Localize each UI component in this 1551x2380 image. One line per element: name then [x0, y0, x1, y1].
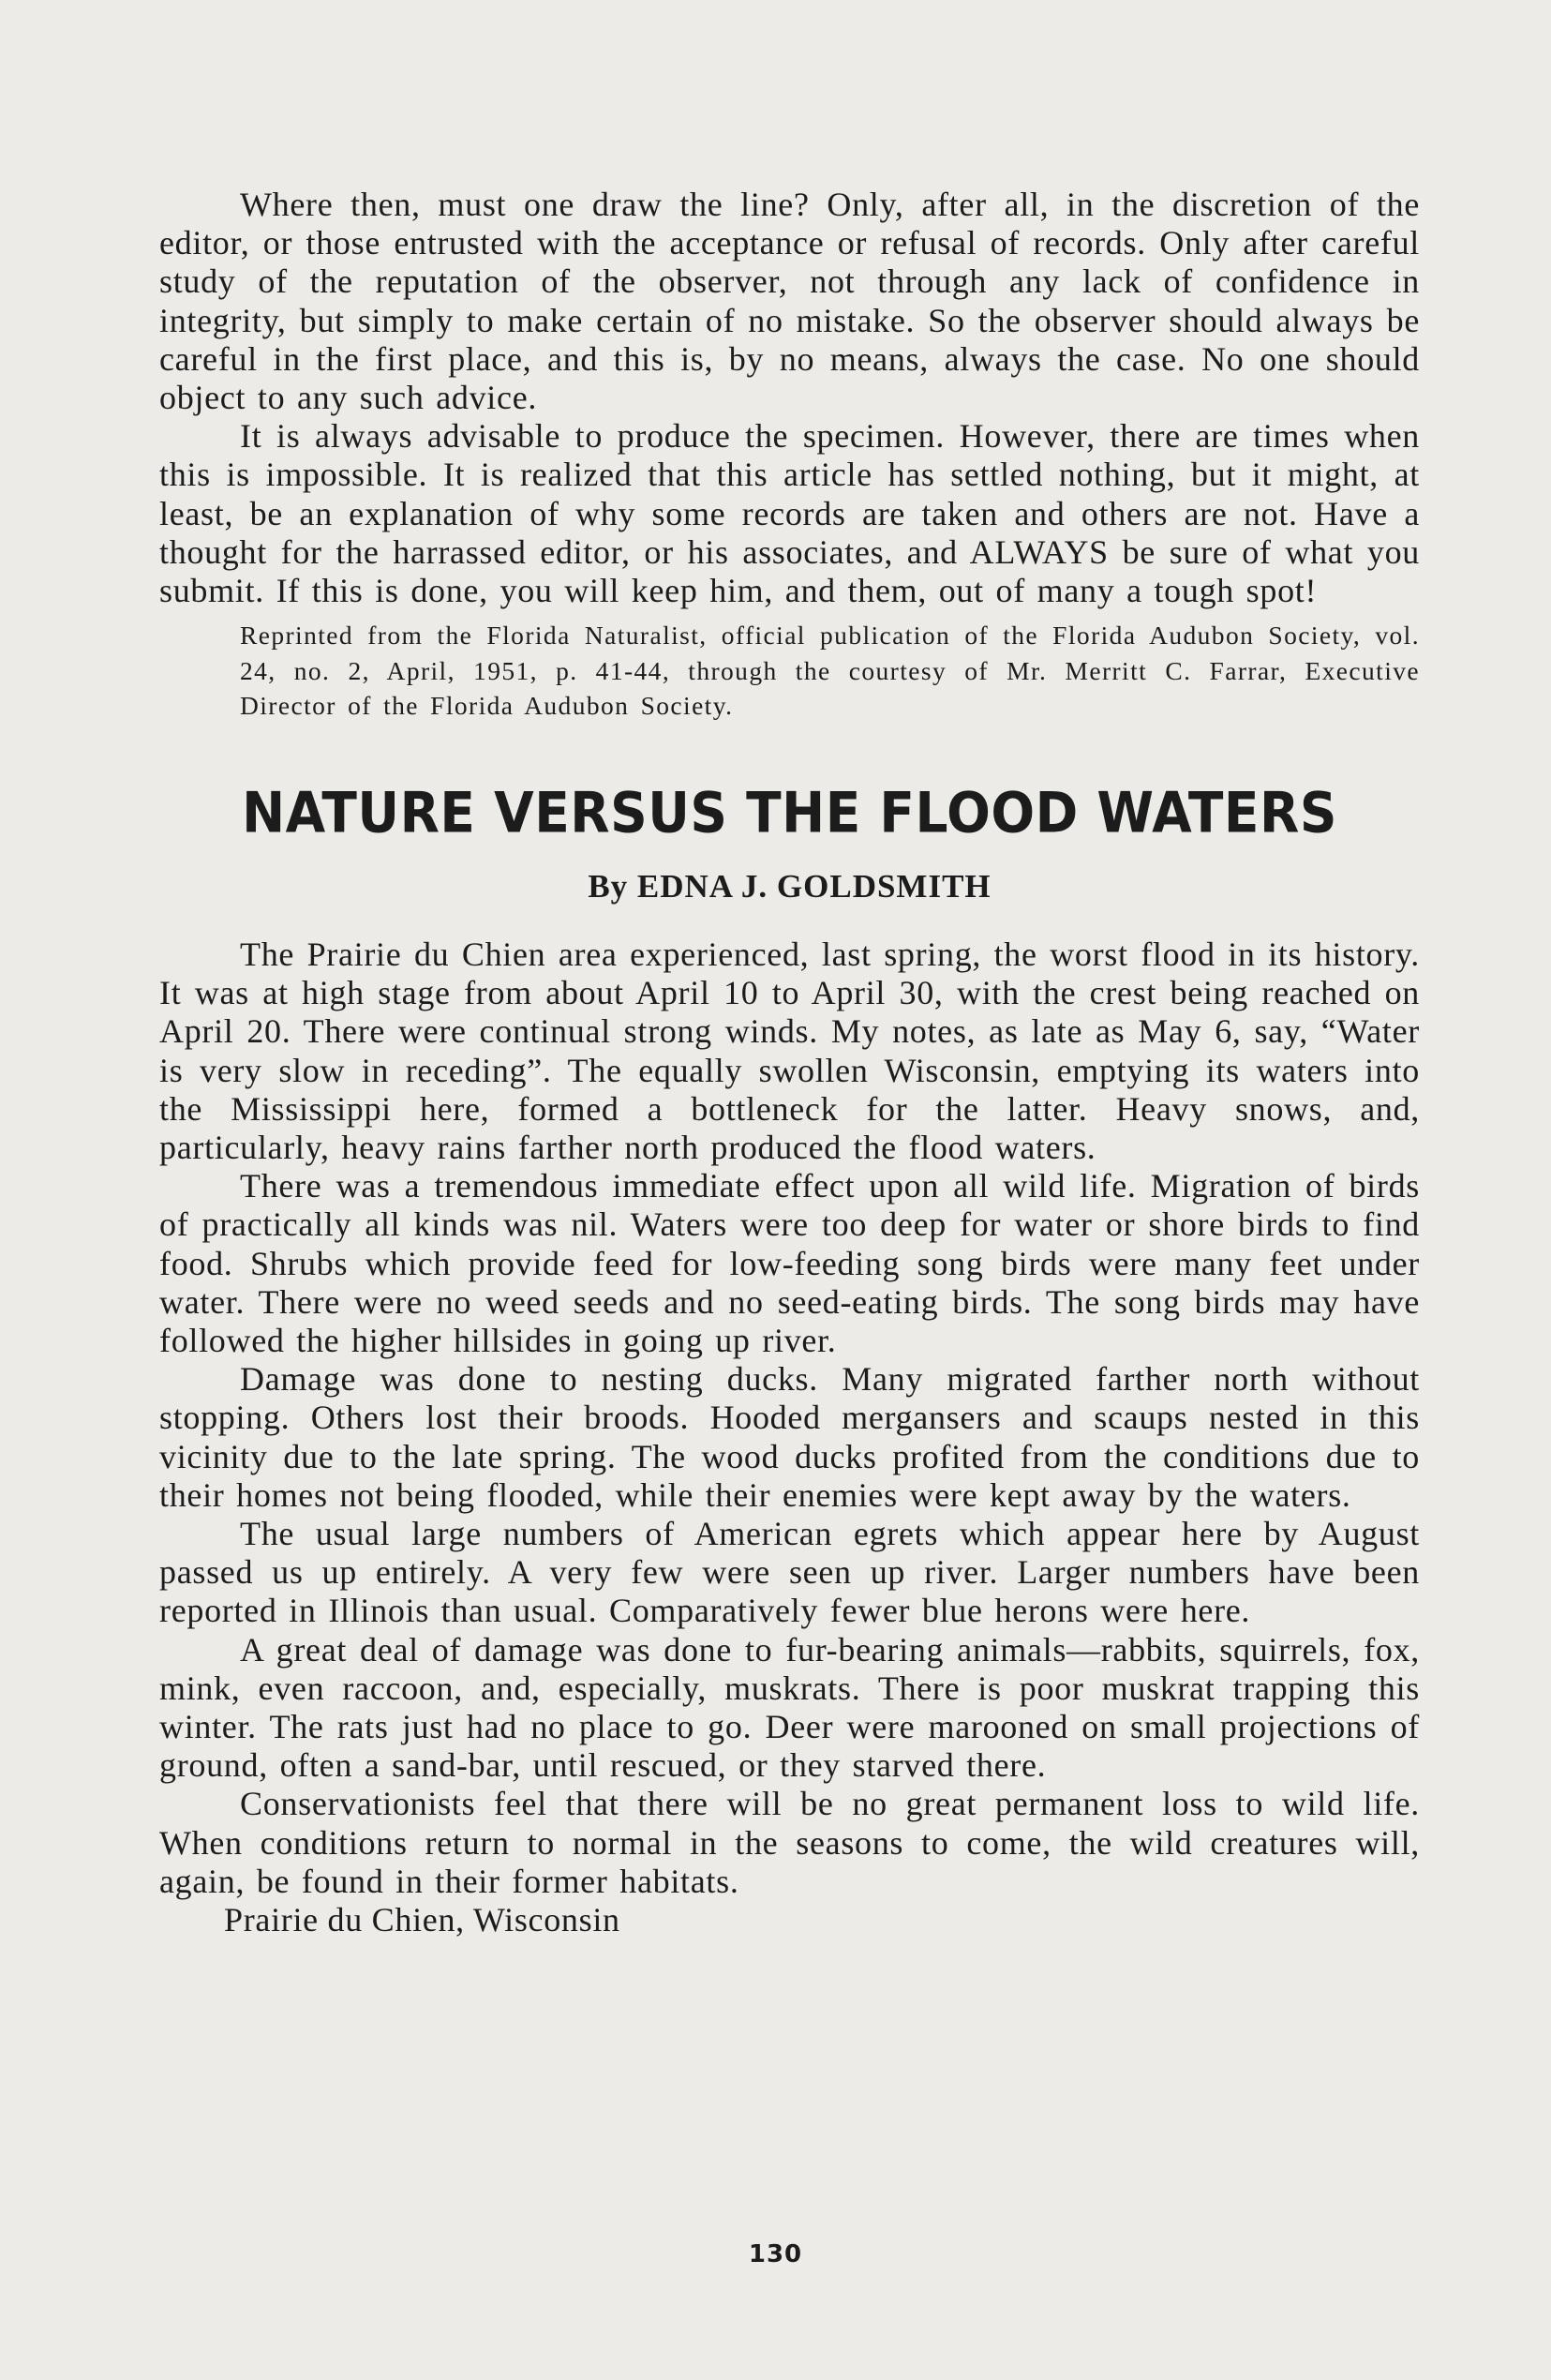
paragraph: There was a tremendous immediate effect upon all wild life. Migration of birds of practically all kinds was nil. Waters were too deep for water or shore birds to find food. Shrubs which provide feed for low-feeding song birds were many feet under water. There were no weed seeds and no seed-eating birds. The song birds may have followed the higher hillsides in going up river. — [159, 1167, 1420, 1360]
paragraph: The Prairie du Chien area experienced, last spring, the worst flood in its history. It was at high stage from about April 10 to April 30, with the crest being reached on April 20. There were continual strong winds. My notes, as late as May 6, say, “Water is very slow in receding”. The equally swollen Wisconsin, emptying its waters into the Mississippi here, formed a bottleneck for the latter. Heavy snows, and, particularly, heavy rains farther north produced the flood waters. — [159, 936, 1420, 1167]
byline: By EDNA J. GOLDSMITH — [588, 868, 992, 906]
paragraph: Damage was done to nesting ducks. Many migrated farther north without stopping. Others lost their broods. Hooded mergansers and scaups nested in this vicinity due to the late spring. The wood ducks profited from the conditions due to their homes not being flooded, while their enemies were kept away by the waters. — [159, 1360, 1420, 1514]
paragraph: A great deal of damage was done to fur-bearing animals—rabbits, squirrels, fox, mink, even raccoon, and, especially, muskrats. There is poor muskrat trapping this winter. The rats just had no place to go. Deer were marooned on small projections of ground, often a sand-bar, until rescued, or they starved there. — [159, 1630, 1420, 1785]
page-number: 130 — [748, 2240, 803, 2268]
reprint-credit: Reprinted from the Florida Naturalist, official publication of the Florida Audubon Society, vol. 24, no. 2, April, 1951, p. 41-44, through the courtesy of Mr. Merritt C. Farrar, Executive Director of the Florida Audubon Society. — [240, 621, 1420, 721]
paragraph: Conservationists feel that there will be no great permanent loss to wild life. When conditions return to normal in the seasons to come, the wild creatures will, again, be found in their former habitats. — [159, 1785, 1420, 1900]
previous-article — [159, 186, 1420, 724]
page-content — [159, 186, 1420, 1939]
article-title: NATURE VERSUS THE FLOOD WATERS — [242, 780, 1337, 846]
dateline-place: Prairie du Chien, Wisconsin — [224, 1901, 620, 1939]
paragraph: Where then, must one draw the line? Only, after all, in the discretion of the editor, or those entrusted with the acceptance or refusal of records. Only after careful study of the reputation of the observer, not through any lack of confidence in integrity, but simply to make certain of no mistake. So the observer should always be careful in the first place, and this is, by no means, always the case. No one should object to any such advice. — [159, 186, 1420, 417]
paragraph: The usual large numbers of American egrets which appear here by August passed us up entirely. A very few were seen up river. Larger numbers have been reported in Illinois than usual. Comparatively fewer blue herons were here. — [159, 1515, 1420, 1630]
paragraph: It is always advisable to produce the specimen. However, there are times when this is impossible. It is realized that this article has settled nothing, but it might, at least, be an explanation of why some records are taken and others are not. Have a thought for the harrassed editor, or his associates, and ALWAYS be sure of what you submit. If this is done, you will keep him, and them, out of many a tough spot! — [159, 417, 1420, 610]
article — [159, 782, 1420, 1939]
